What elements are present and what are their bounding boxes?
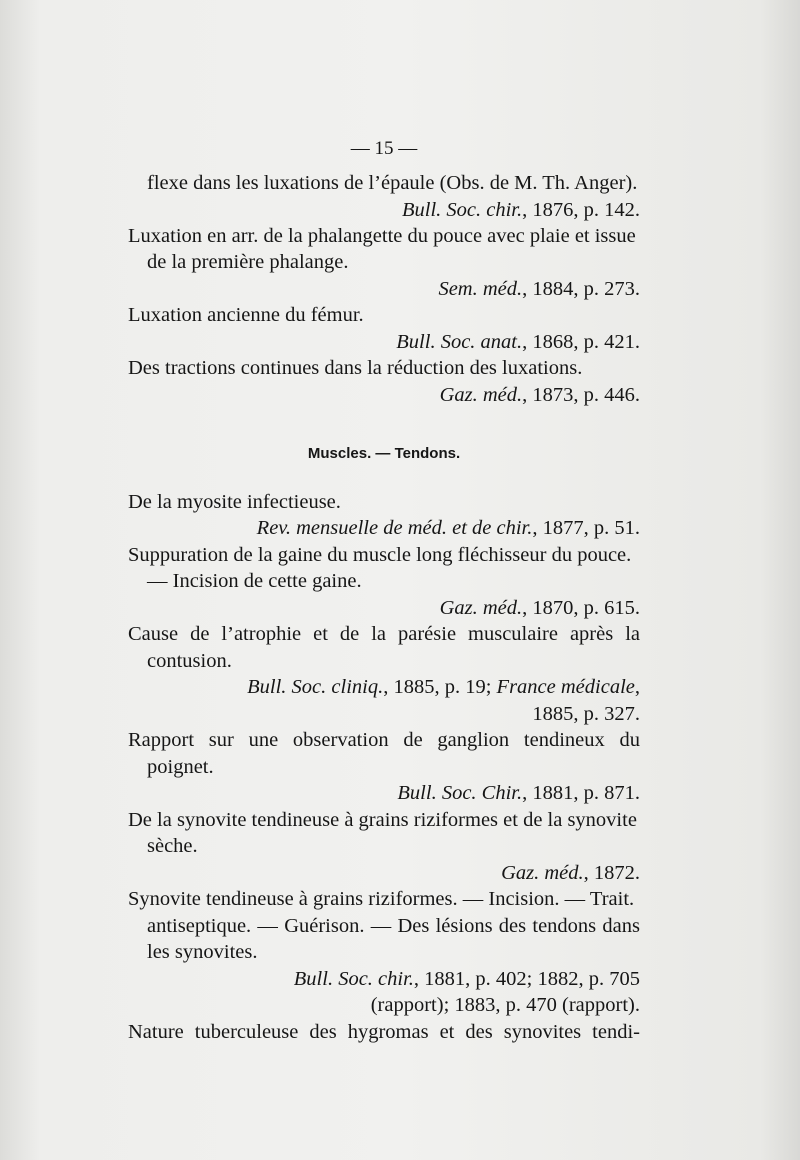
citation-details: , 1872. bbox=[583, 862, 640, 884]
ref-text: sèche. bbox=[147, 835, 198, 857]
ref-citation-continued: 1885, p. 327. bbox=[532, 703, 640, 725]
ref-text: Rapport sur une observation de ganglion tendineux du bbox=[128, 729, 640, 751]
citation-details: , bbox=[634, 676, 640, 698]
ref-citation bbox=[128, 860, 640, 886]
page-number: — 15 — bbox=[350, 138, 418, 159]
journal-name: France médicale bbox=[496, 676, 635, 698]
journal-name: Gaz. méd. bbox=[501, 862, 584, 884]
ref-citation bbox=[128, 674, 640, 700]
ref-text: Luxation en arr. de la phalangette du pouce avec plaie et issue bbox=[128, 225, 636, 247]
ref-text: Synovite tendineuse à grains riziformes. — Incision. — Trait. bbox=[128, 888, 635, 910]
ref-text: de la première phalange. bbox=[147, 251, 349, 273]
ref-text: Cause de l’atrophie et de la parésie musculaire après la bbox=[128, 623, 640, 645]
ref-text: contusion. bbox=[147, 650, 232, 672]
citation-details: , 1877, p. 51. bbox=[532, 517, 640, 539]
citation-details: , 1881, p. 402; 1882, p. 705 bbox=[413, 968, 640, 990]
journal-name: Rev. mensuelle de méd. et de chir. bbox=[256, 517, 533, 539]
ref-text: les synovites. bbox=[147, 941, 258, 963]
ref-citation bbox=[128, 595, 640, 621]
ref-text: — Incision de cette gaine. bbox=[147, 570, 362, 592]
journal-name: Bull. Soc. anat. bbox=[396, 331, 523, 353]
ref-text: antiseptique. — Guérison. — Des lésions des tendons dans bbox=[147, 915, 640, 937]
citation-details: , 1885, p. 19; bbox=[383, 676, 497, 698]
journal-name: Gaz. méd. bbox=[439, 384, 523, 406]
ref-citation bbox=[128, 197, 640, 223]
ref-citation bbox=[128, 329, 640, 355]
ref-text: De la myosite infectieuse. bbox=[128, 491, 341, 513]
ref-text: Nature tuberculeuse des hygromas et des synovites tendi- bbox=[128, 1021, 640, 1043]
journal-name: Bull. Soc. chir. bbox=[293, 968, 414, 990]
ref-text: Luxation ancienne du fémur. bbox=[128, 304, 364, 326]
journal-name: Sem. méd. bbox=[438, 278, 523, 300]
section-heading: Muscles. — Tendons. bbox=[307, 445, 461, 462]
citation-details: , 1870, p. 615. bbox=[522, 597, 640, 619]
ref-citation bbox=[128, 515, 640, 541]
citation-details: , 1876, p. 142. bbox=[522, 199, 640, 221]
ref-citation bbox=[128, 276, 640, 302]
journal-name: Bull. Soc. Chir. bbox=[397, 782, 523, 804]
ref-text: Suppuration de la gaine du muscle long fléchisseur du pouce. bbox=[128, 544, 632, 566]
ref-text: poignet. bbox=[147, 756, 214, 778]
journal-name: Bull. Soc. cliniq. bbox=[247, 676, 384, 698]
citation-details: , 1884, p. 273. bbox=[522, 278, 640, 300]
journal-name: Bull. Soc. chir. bbox=[401, 199, 523, 221]
ref-citation bbox=[128, 780, 640, 806]
ref-text: Des tractions continues dans la réduction des luxations. bbox=[128, 357, 583, 379]
journal-name: Gaz. méd. bbox=[439, 597, 523, 619]
ref-citation-continued: (rapport); 1883, p. 470 (rapport). bbox=[370, 994, 640, 1016]
citation-details: , 1881, p. 871. bbox=[522, 782, 640, 804]
ref-citation bbox=[128, 382, 640, 408]
ref-citation bbox=[128, 966, 640, 992]
citation-details: , 1868, p. 421. bbox=[522, 331, 640, 353]
citation-details: , 1873, p. 446. bbox=[522, 384, 640, 406]
ref-text: flexe dans les luxations de l’épaule (Obs. de M. Th. Anger). bbox=[147, 172, 638, 194]
ref-text: De la synovite tendineuse à grains riziformes et de la synovite bbox=[128, 809, 637, 831]
